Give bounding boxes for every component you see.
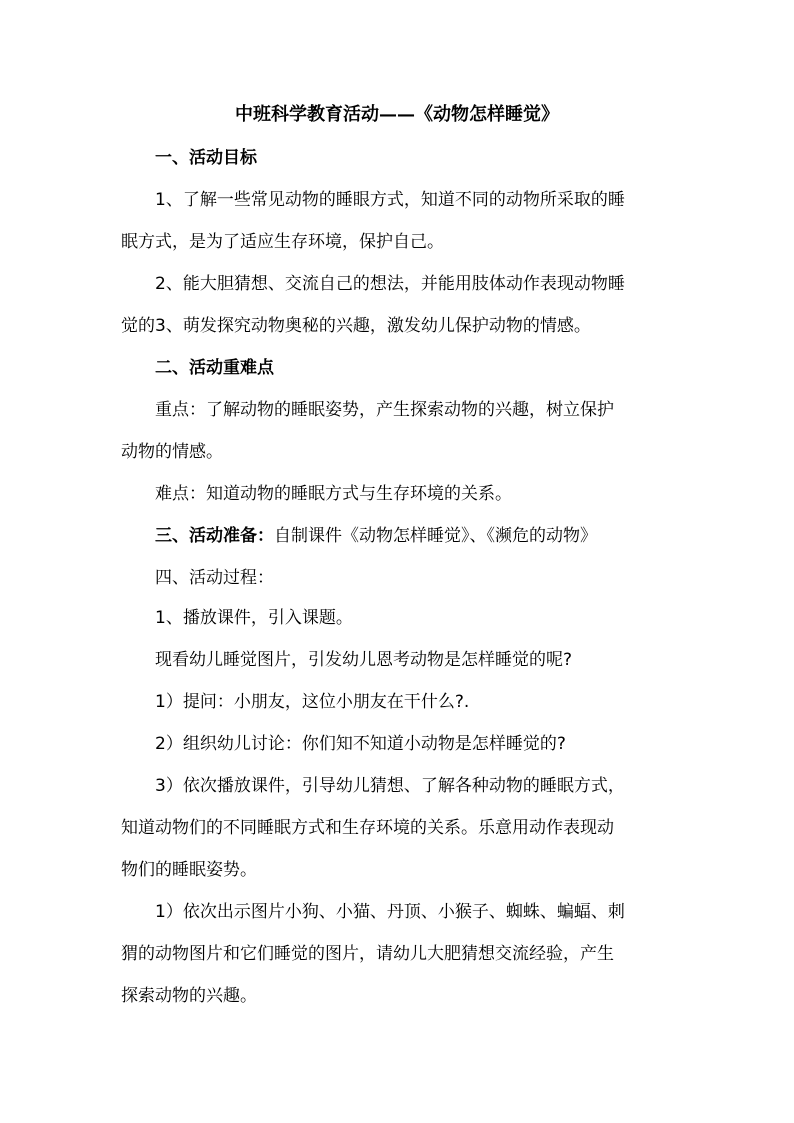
key-point-text: 重点：了解动物的睡眠姿势，产生探索动物的兴趣，树立保护: [155, 400, 614, 420]
paragraph-line: 觉的3、萌发探究动物奥秘的兴趣，激发幼儿保护动物的情感。: [121, 316, 591, 336]
section-heading-preparation: 三、活动准备：: [155, 526, 274, 546]
paragraph-line: 探索动物的兴趣。: [121, 986, 257, 1006]
document-title: 中班科学教育活动——《动物怎样睡觉》: [235, 104, 559, 125]
paragraph-line: 现看幼儿睡觉图片，引发幼儿恩考动物是怎样睡觉的呢?: [155, 650, 573, 670]
paragraph-line: 猬的动物图片和它们睡觉的图片，请幼儿大肥猜想交流经验，产生: [121, 944, 614, 964]
paragraph-line: 2、能大胆猜想、交流自己的想法，并能用肢体动作表现动物睡: [155, 274, 625, 294]
paragraph-line: 3）依次播放课件，引导幼儿猜想、了解各种动物的睡眠方式，: [155, 776, 625, 796]
paragraph-line: 1）依次出示图片小狗、小猫、丹顶、小猴子、蜘蛛、蝙蝠、刺: [155, 902, 625, 922]
paragraph-line: 难点：知道动物的睡眠方式与生存环境的关系。: [155, 484, 512, 504]
preparation-text: 自制课件《动物怎样睡觉》、《濒危的动物》: [274, 526, 597, 546]
paragraph-line: 物们的睡眠姿势。: [121, 860, 257, 880]
paragraph-line: 2）组织幼儿讨论：你们知不知道小动物是怎样睡觉的?: [155, 734, 566, 754]
section-heading-goals: 一、活动目标: [155, 148, 257, 168]
paragraph-line: 眠方式，是为了适应生存环境，保护自己。: [121, 232, 444, 252]
paragraph-line: 动物的情感。: [121, 442, 223, 462]
section-heading-process: 四、活动过程：: [155, 568, 274, 588]
paragraph-line: 1、播放课件，引入课题。: [155, 608, 353, 628]
paragraph-line: 1、了解一些常见动物的睡眼方式，知道不同的动物所采取的睡: [155, 190, 625, 210]
paragraph-line: 知道动物们的不同睡眠方式和生存环境的关系。乐意用动作表现动: [121, 818, 614, 838]
paragraph-line: [121, 397, 681, 423]
paragraph-line: 1）提问：小朋友，这位小朋友在干什么?.: [155, 692, 470, 712]
section-heading-keypoints: 二、活动重难点: [155, 358, 274, 378]
section-preparation: [155, 523, 681, 549]
